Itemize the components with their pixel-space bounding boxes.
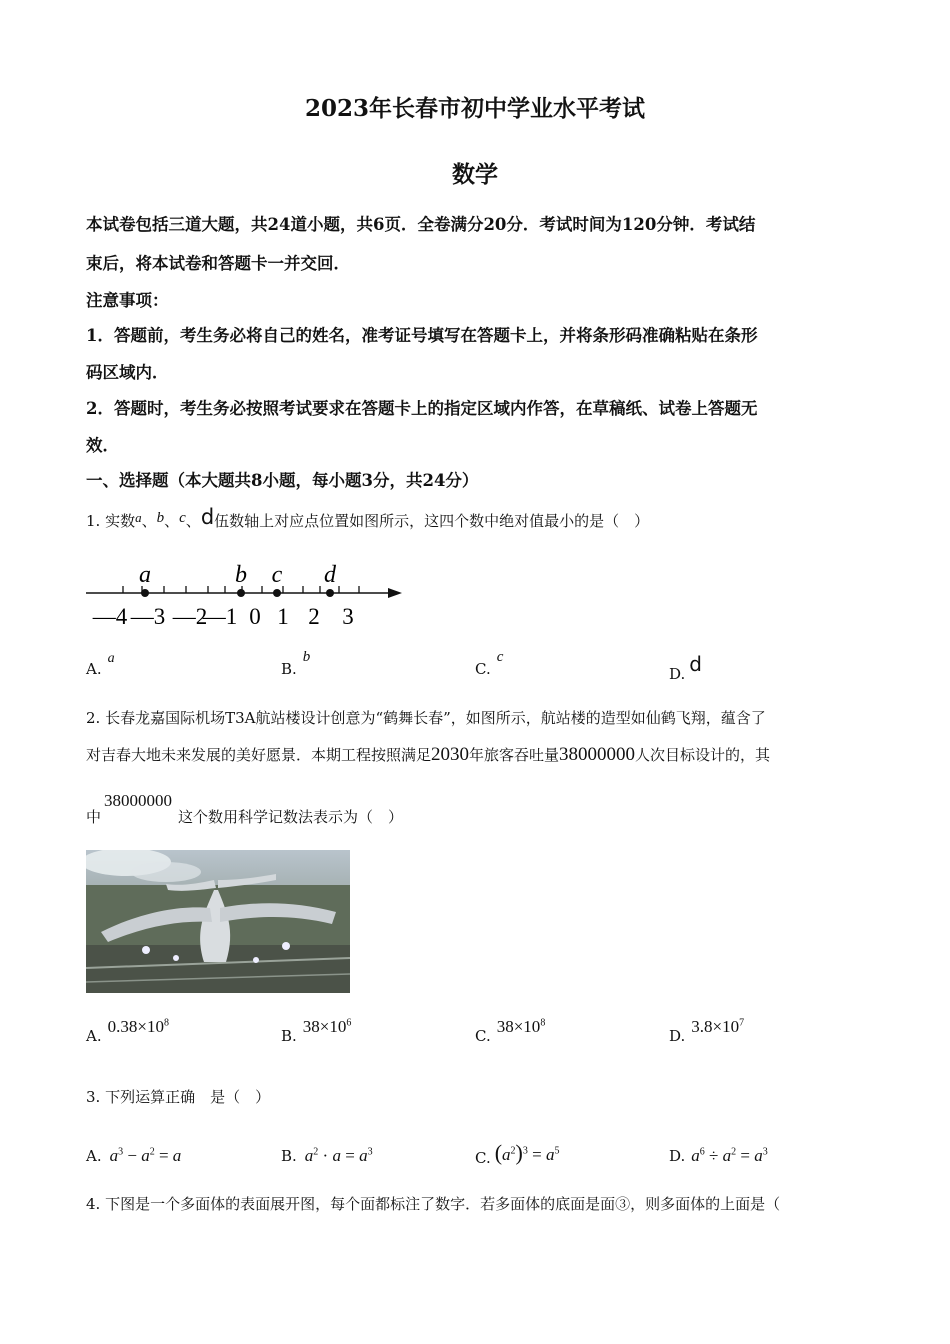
q1-var-d: d [200, 505, 215, 529]
q2-option-d[interactable] [669, 1017, 745, 1046]
number-line-tick-label: 3 [342, 604, 354, 629]
notice-item-1-line-1: 1．答题前，考生务必将自己的姓名，准考证号填写在答题卡上，并将条形码准确粘贴在条形 [86, 326, 758, 345]
q1-sep: 、 [185, 512, 201, 530]
option-value: c [496, 649, 504, 665]
number-line-point-d [326, 589, 334, 597]
section-1-heading: 一、选择题（本大题共8小题，每小题3分，共24分） [86, 471, 479, 490]
q2-year: 2030 [431, 744, 470, 765]
exam-title: 2023年长春市初中学业水平考试 [304, 95, 645, 122]
q1-sep: 、 [141, 512, 157, 530]
number-line-point-a [141, 589, 149, 597]
option-base: 0.38×10 [107, 1017, 164, 1036]
option-value: d [689, 652, 702, 676]
q2-option-a[interactable] [86, 1017, 169, 1046]
question-4-stem: 4. 下图是一个多面体的表面展开图，每个面都标注了数字．若多面体的底面是面③，则多面体的上面是（ [86, 1195, 781, 1213]
option-letter: B. [281, 1147, 297, 1165]
q2-text: 这个数用科学记数法表示为（ ） [178, 808, 404, 826]
number-line-point-b [237, 589, 245, 597]
number-line-tick-label: 2 [308, 604, 320, 629]
number-line-point-label: d [324, 562, 336, 588]
number-line-figure [80, 555, 410, 635]
number-line-tick-label: 1 [277, 604, 289, 629]
q1-suffix: 伍数轴上对应点位置如图所示，这四个数中绝对值最小的是（ ） [214, 512, 650, 530]
option-letter: C. [475, 1027, 491, 1045]
question-2-line-1: 2. 长春龙嘉国际机场T3A航站楼设计创意为“鹤舞长春”，如图所示，航站楼的造型如仙鹤飞翔，蕴含了 [86, 709, 766, 727]
q1-option-a[interactable] [86, 651, 115, 679]
option-base: 38×10 [496, 1017, 541, 1036]
question-1-stem [86, 507, 649, 531]
option-base: 38×10 [302, 1017, 347, 1036]
q2-number: 38000000 [104, 791, 173, 810]
number-line-point-label: a [139, 562, 151, 588]
option-letter: B. [281, 1027, 297, 1045]
q2-text: 人次目标设计的，其 [635, 746, 771, 764]
option-letter: B. [281, 660, 297, 678]
q1-var-a: a [135, 510, 142, 525]
number-line-arrow [388, 588, 402, 598]
q2-text: 中 [86, 808, 102, 826]
q3-option-c[interactable]: C. $(a^2)^3 = a^5$ [475, 1140, 560, 1167]
option-exponent: 7 [739, 1017, 745, 1029]
number-line-point-c [273, 589, 281, 597]
instructions-line-2: 束后，将本试卷和答题卡一并交回． [86, 254, 350, 273]
option-exponent: 8 [163, 1017, 169, 1029]
q1-option-d[interactable] [669, 652, 702, 684]
notice-item-2-line-2: 效． [86, 436, 119, 455]
option-letter: A. [86, 660, 102, 678]
q1-option-c[interactable] [475, 649, 504, 679]
q1-option-b[interactable] [281, 649, 311, 679]
q3-option-b[interactable]: B. $a^2 \cdot a = a^3$ [281, 1146, 373, 1165]
number-line-tick-label: —4 [92, 604, 128, 629]
number-line-point-label: b [235, 562, 247, 588]
q2-option-c[interactable] [475, 1017, 546, 1046]
instructions-line-1: 本试卷包括三道大题，共24道小题，共6页．全卷满分20分．考试时间为120分钟．考试结 [86, 215, 756, 234]
q1-var-c: c [179, 510, 186, 526]
option-exponent: 8 [540, 1017, 546, 1029]
q2-number: 38000000 [559, 744, 636, 765]
number-line-tick-label: —1 [202, 604, 238, 629]
q1-var-b: b [156, 510, 165, 526]
number-line-tick-label: 0 [249, 604, 261, 629]
q3-option-d[interactable]: D. $a^6 \div a^2 = a^3$ [669, 1146, 768, 1165]
option-value: a [107, 651, 115, 666]
option-letter: D. [669, 1027, 686, 1045]
airport-terminal-photo [86, 850, 350, 993]
option-letter: D. [669, 1147, 686, 1165]
notice-item-2-line-1: 2．答题时，考生务必按照考试要求在答题卡上的指定区域内作答，在草稿纸、试卷上答题无 [86, 399, 758, 418]
option-letter: C. [475, 660, 491, 678]
q2-text: 对吉春大地未来发展的美好愿景．本期工程按照满足 [86, 746, 432, 764]
number-line-point-label: c [271, 562, 283, 588]
q2-text: 年旅客吞吐量 [469, 746, 560, 764]
option-value: b [302, 649, 311, 665]
question-3-stem: 3. 下列运算正确 是（ ） [86, 1088, 271, 1106]
question-2-line-3 [86, 791, 404, 827]
option-letter: D. [669, 665, 686, 683]
number-line-tick-label: —3 [130, 604, 166, 629]
option-letter: A. [86, 1147, 102, 1165]
option-base: 3.8×10 [691, 1017, 740, 1036]
option-letter: A. [86, 1027, 102, 1045]
question-2-line-2 [86, 744, 770, 766]
subject-title: 数学 [452, 161, 498, 188]
notice-heading: 注意事项： [86, 291, 169, 310]
q2-option-b[interactable] [281, 1017, 352, 1046]
q1-prefix: 1. 实数 [86, 512, 136, 530]
option-letter: C. [475, 1149, 491, 1167]
notice-item-1-line-2: 码区域内． [86, 363, 169, 382]
q1-sep: 、 [164, 512, 180, 530]
option-exponent: 6 [346, 1017, 352, 1029]
number-line-tick-label: —2 [172, 604, 208, 629]
q3-option-a[interactable]: A. $a^3 - a^2 = a$ [86, 1146, 182, 1165]
